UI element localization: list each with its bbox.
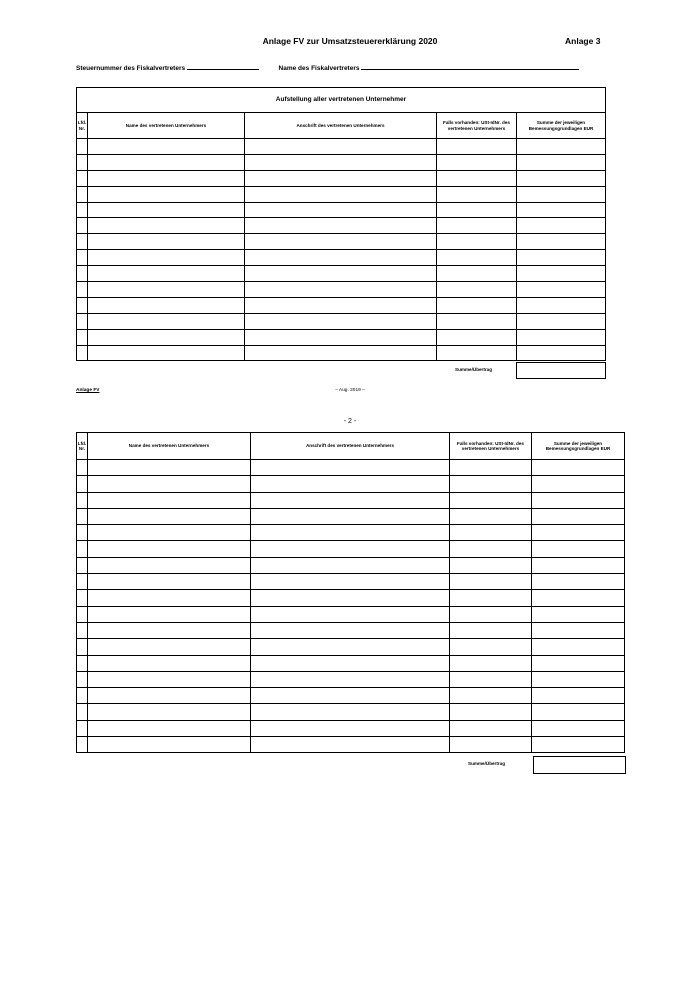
row-sum-cell[interactable] xyxy=(517,282,606,298)
row-name-cell[interactable] xyxy=(88,525,251,541)
row-address-cell[interactable] xyxy=(245,202,437,218)
sum-carryover-field-page-2[interactable] xyxy=(533,756,626,774)
row-name-cell[interactable] xyxy=(88,671,251,687)
row-nr-cell[interactable] xyxy=(77,202,88,218)
row-address-cell[interactable] xyxy=(251,590,450,606)
row-name-cell[interactable] xyxy=(88,574,251,590)
sum-carryover-label: Summe/Übertrag xyxy=(455,367,493,372)
representative-name-field[interactable] xyxy=(361,62,579,70)
row-address-cell[interactable] xyxy=(251,639,450,655)
row-sum-cell[interactable] xyxy=(532,655,625,671)
col-header-sum: Summe der jeweiligen Bemessungsgrundlagen EUR xyxy=(517,113,606,139)
table-row xyxy=(77,720,625,736)
row-name-cell[interactable] xyxy=(88,720,251,736)
row-address-cell[interactable] xyxy=(251,622,450,638)
row-vat-id-cell[interactable] xyxy=(437,250,517,266)
row-sum-cell[interactable] xyxy=(532,639,625,655)
row-vat-id-cell[interactable] xyxy=(450,737,532,753)
row-address-cell[interactable] xyxy=(245,186,437,202)
table-row xyxy=(77,297,606,313)
table-row xyxy=(77,639,625,655)
row-name-cell[interactable] xyxy=(88,170,245,186)
row-name-cell[interactable] xyxy=(88,297,245,313)
row-sum-cell[interactable] xyxy=(517,202,606,218)
row-sum-cell[interactable] xyxy=(532,557,625,573)
row-vat-id-cell[interactable] xyxy=(450,639,532,655)
table-row xyxy=(77,606,625,622)
row-nr-cell[interactable] xyxy=(77,170,88,186)
row-vat-id-cell[interactable] xyxy=(450,460,532,476)
row-nr-cell[interactable] xyxy=(77,639,88,655)
row-vat-id-cell[interactable] xyxy=(450,508,532,524)
col-header-name: Name des vertretenen Unternehmers xyxy=(88,433,251,460)
row-name-cell[interactable] xyxy=(88,218,245,234)
row-name-cell[interactable] xyxy=(88,622,251,638)
row-address-cell[interactable] xyxy=(245,313,437,329)
footer-version: – Aug. 2019 – xyxy=(335,388,365,393)
row-nr-cell[interactable] xyxy=(77,720,88,736)
row-address-cell[interactable] xyxy=(251,688,450,704)
row-sum-cell[interactable] xyxy=(532,606,625,622)
row-vat-id-cell[interactable] xyxy=(450,720,532,736)
row-nr-cell[interactable] xyxy=(77,655,88,671)
row-name-cell[interactable] xyxy=(88,737,251,753)
col-header-nr: Lfd. Nr. xyxy=(77,113,88,139)
row-nr-cell[interactable] xyxy=(77,313,88,329)
row-nr-cell[interactable] xyxy=(77,590,88,606)
row-nr-cell[interactable] xyxy=(77,557,88,573)
row-vat-id-cell[interactable] xyxy=(437,202,517,218)
row-name-cell[interactable] xyxy=(88,313,245,329)
row-nr-cell[interactable] xyxy=(77,186,88,202)
row-nr-cell[interactable] xyxy=(77,704,88,720)
table-row xyxy=(77,525,625,541)
row-sum-cell[interactable] xyxy=(517,266,606,282)
col-header-vat-id: Falls vorhanden: USt-IdNr. des vertretenen Unternehmers xyxy=(450,433,532,460)
row-sum-cell[interactable] xyxy=(517,218,606,234)
row-nr-cell[interactable] xyxy=(77,460,88,476)
row-name-cell[interactable] xyxy=(88,655,251,671)
row-name-cell[interactable] xyxy=(88,590,251,606)
row-name-cell[interactable] xyxy=(88,541,251,557)
col-header-address: Anschrift des vertretenen Unternehmers xyxy=(245,113,437,139)
row-address-cell[interactable] xyxy=(251,704,450,720)
col-header-nr: Lfd. Nr. xyxy=(77,433,88,460)
row-nr-cell[interactable] xyxy=(77,476,88,492)
row-nr-cell[interactable] xyxy=(77,250,88,266)
row-vat-id-cell[interactable] xyxy=(450,590,532,606)
row-sum-cell[interactable] xyxy=(532,476,625,492)
row-address-cell[interactable] xyxy=(251,460,450,476)
table-row xyxy=(77,266,606,282)
row-nr-cell[interactable] xyxy=(77,297,88,313)
sum-carryover-label-page-2: Summe/Übertrag xyxy=(468,761,506,766)
row-vat-id-cell[interactable] xyxy=(437,297,517,313)
row-vat-id-cell[interactable] xyxy=(437,345,517,361)
row-name-cell[interactable] xyxy=(88,460,251,476)
table-row xyxy=(77,139,606,155)
row-sum-cell[interactable] xyxy=(532,737,625,753)
row-sum-cell[interactable] xyxy=(517,313,606,329)
table-row xyxy=(77,574,625,590)
row-vat-id-cell[interactable] xyxy=(450,492,532,508)
row-nr-cell[interactable] xyxy=(77,139,88,155)
representative-name-label: Name des Fiskalvertreters xyxy=(278,65,360,72)
row-vat-id-cell[interactable] xyxy=(450,622,532,638)
row-address-cell[interactable] xyxy=(251,671,450,687)
row-sum-cell[interactable] xyxy=(532,720,625,736)
col-header-sum: Summe der jeweiligen Bemessungsgrundlagen EUR xyxy=(532,433,625,460)
table-row xyxy=(77,460,625,476)
row-sum-cell[interactable] xyxy=(532,492,625,508)
table-row xyxy=(77,313,606,329)
row-name-cell[interactable] xyxy=(88,139,245,155)
row-name-cell[interactable] xyxy=(88,508,251,524)
row-vat-id-cell[interactable] xyxy=(450,671,532,687)
row-address-cell[interactable] xyxy=(251,557,450,573)
table-row xyxy=(77,492,625,508)
row-sum-cell[interactable] xyxy=(532,508,625,524)
row-nr-cell[interactable] xyxy=(77,282,88,298)
row-sum-cell[interactable] xyxy=(517,297,606,313)
row-nr-cell[interactable] xyxy=(77,525,88,541)
row-nr-cell[interactable] xyxy=(77,508,88,524)
row-sum-cell[interactable] xyxy=(517,234,606,250)
row-nr-cell[interactable] xyxy=(77,622,88,638)
row-name-cell[interactable] xyxy=(88,266,245,282)
representative-fields xyxy=(76,62,579,72)
table-row xyxy=(77,154,606,170)
row-address-cell[interactable] xyxy=(245,297,437,313)
row-address-cell[interactable] xyxy=(251,476,450,492)
table-row xyxy=(77,170,606,186)
col-header-address: Anschrift des vertretenen Unternehmers xyxy=(251,433,450,460)
row-address-cell[interactable] xyxy=(245,218,437,234)
row-vat-id-cell[interactable] xyxy=(437,329,517,345)
row-address-cell[interactable] xyxy=(245,250,437,266)
row-name-cell[interactable] xyxy=(88,688,251,704)
table-row xyxy=(77,655,625,671)
row-sum-cell[interactable] xyxy=(517,139,606,155)
footer-form-name: Anlage FV xyxy=(76,388,100,393)
row-name-cell[interactable] xyxy=(88,250,245,266)
table-row xyxy=(77,202,606,218)
row-nr-cell[interactable] xyxy=(77,574,88,590)
row-address-cell[interactable] xyxy=(245,234,437,250)
row-nr-cell[interactable] xyxy=(77,234,88,250)
col-header-vat-id: Falls vorhanden: USt-IdNr. des vertretenen Unternehmers xyxy=(437,113,517,139)
row-name-cell[interactable] xyxy=(88,234,245,250)
row-vat-id-cell[interactable] xyxy=(437,170,517,186)
row-sum-cell[interactable] xyxy=(532,541,625,557)
table-row xyxy=(77,590,625,606)
row-sum-cell[interactable] xyxy=(517,186,606,202)
row-nr-cell[interactable] xyxy=(77,154,88,170)
row-name-cell[interactable] xyxy=(88,557,251,573)
table-row xyxy=(77,737,625,753)
row-address-cell[interactable] xyxy=(245,345,437,361)
row-vat-id-cell[interactable] xyxy=(437,139,517,155)
row-sum-cell[interactable] xyxy=(532,525,625,541)
table-row xyxy=(77,218,606,234)
represented-entrepreneurs-table xyxy=(76,87,606,361)
col-header-name: Name des vertretenen Unternehmers xyxy=(88,113,245,139)
row-address-cell[interactable] xyxy=(251,508,450,524)
row-name-cell[interactable] xyxy=(88,606,251,622)
table-row xyxy=(77,329,606,345)
row-sum-cell[interactable] xyxy=(517,170,606,186)
row-sum-cell[interactable] xyxy=(517,250,606,266)
row-address-cell[interactable] xyxy=(251,606,450,622)
table-row xyxy=(77,557,625,573)
table-row xyxy=(77,476,625,492)
row-name-cell[interactable] xyxy=(88,476,251,492)
row-sum-cell[interactable] xyxy=(532,671,625,687)
row-address-cell[interactable] xyxy=(251,525,450,541)
represented-entrepreneurs-table-page-2 xyxy=(76,432,625,753)
row-address-cell[interactable] xyxy=(251,574,450,590)
row-nr-cell[interactable] xyxy=(77,606,88,622)
table-row xyxy=(77,282,606,298)
row-vat-id-cell[interactable] xyxy=(450,557,532,573)
table-row xyxy=(77,671,625,687)
row-sum-cell[interactable] xyxy=(517,154,606,170)
row-address-cell[interactable] xyxy=(245,139,437,155)
row-vat-id-cell[interactable] xyxy=(450,541,532,557)
row-address-cell[interactable] xyxy=(245,154,437,170)
row-address-cell[interactable] xyxy=(245,170,437,186)
row-vat-id-cell[interactable] xyxy=(437,313,517,329)
page-number: - 2 - xyxy=(343,418,357,425)
row-vat-id-cell[interactable] xyxy=(450,655,532,671)
table-caption: Aufstellung aller vertretenen Unternehmer xyxy=(77,88,606,113)
row-vat-id-cell[interactable] xyxy=(450,574,532,590)
row-address-cell[interactable] xyxy=(251,655,450,671)
row-nr-cell[interactable] xyxy=(77,345,88,361)
row-name-cell[interactable] xyxy=(88,202,245,218)
row-address-cell[interactable] xyxy=(245,266,437,282)
table-row xyxy=(77,541,625,557)
table-row xyxy=(77,508,625,524)
table-row xyxy=(77,250,606,266)
row-name-cell[interactable] xyxy=(88,345,245,361)
annex-label: Anlage 3 xyxy=(565,36,601,46)
row-sum-cell[interactable] xyxy=(532,590,625,606)
row-vat-id-cell[interactable] xyxy=(450,704,532,720)
row-address-cell[interactable] xyxy=(251,492,450,508)
row-vat-id-cell[interactable] xyxy=(437,282,517,298)
row-nr-cell[interactable] xyxy=(77,688,88,704)
row-nr-cell[interactable] xyxy=(77,218,88,234)
sum-carryover-field[interactable] xyxy=(516,362,606,379)
row-vat-id-cell[interactable] xyxy=(437,154,517,170)
row-nr-cell[interactable] xyxy=(77,541,88,557)
row-nr-cell[interactable] xyxy=(77,492,88,508)
row-sum-cell[interactable] xyxy=(532,622,625,638)
row-vat-id-cell[interactable] xyxy=(437,186,517,202)
row-vat-id-cell[interactable] xyxy=(450,688,532,704)
form-title: Anlage FV zur Umsatzsteuererklärung 2020 xyxy=(262,36,438,46)
table-row xyxy=(77,688,625,704)
table-row xyxy=(77,186,606,202)
row-name-cell[interactable] xyxy=(88,492,251,508)
row-nr-cell[interactable] xyxy=(77,737,88,753)
row-sum-cell[interactable] xyxy=(517,329,606,345)
table-row xyxy=(77,345,606,361)
tax-number-field[interactable] xyxy=(187,62,259,70)
row-name-cell[interactable] xyxy=(88,329,245,345)
row-vat-id-cell[interactable] xyxy=(437,266,517,282)
row-name-cell[interactable] xyxy=(88,154,245,170)
row-vat-id-cell[interactable] xyxy=(437,218,517,234)
tax-number-label: Steuernummer des Fiskalvertreters xyxy=(76,65,186,72)
table-row xyxy=(77,234,606,250)
row-sum-cell[interactable] xyxy=(517,345,606,361)
row-name-cell[interactable] xyxy=(88,186,245,202)
row-vat-id-cell[interactable] xyxy=(450,476,532,492)
row-nr-cell[interactable] xyxy=(77,329,88,345)
row-sum-cell[interactable] xyxy=(532,574,625,590)
row-address-cell[interactable] xyxy=(251,737,450,753)
row-vat-id-cell[interactable] xyxy=(450,606,532,622)
row-sum-cell[interactable] xyxy=(532,688,625,704)
row-name-cell[interactable] xyxy=(88,639,251,655)
row-address-cell[interactable] xyxy=(245,282,437,298)
row-nr-cell[interactable] xyxy=(77,671,88,687)
row-name-cell[interactable] xyxy=(88,282,245,298)
row-vat-id-cell[interactable] xyxy=(450,525,532,541)
row-address-cell[interactable] xyxy=(251,541,450,557)
row-name-cell[interactable] xyxy=(88,704,251,720)
row-nr-cell[interactable] xyxy=(77,266,88,282)
row-sum-cell[interactable] xyxy=(532,460,625,476)
table-row xyxy=(77,704,625,720)
table-row xyxy=(77,622,625,638)
row-sum-cell[interactable] xyxy=(532,704,625,720)
row-vat-id-cell[interactable] xyxy=(437,234,517,250)
row-address-cell[interactable] xyxy=(245,329,437,345)
row-address-cell[interactable] xyxy=(251,720,450,736)
